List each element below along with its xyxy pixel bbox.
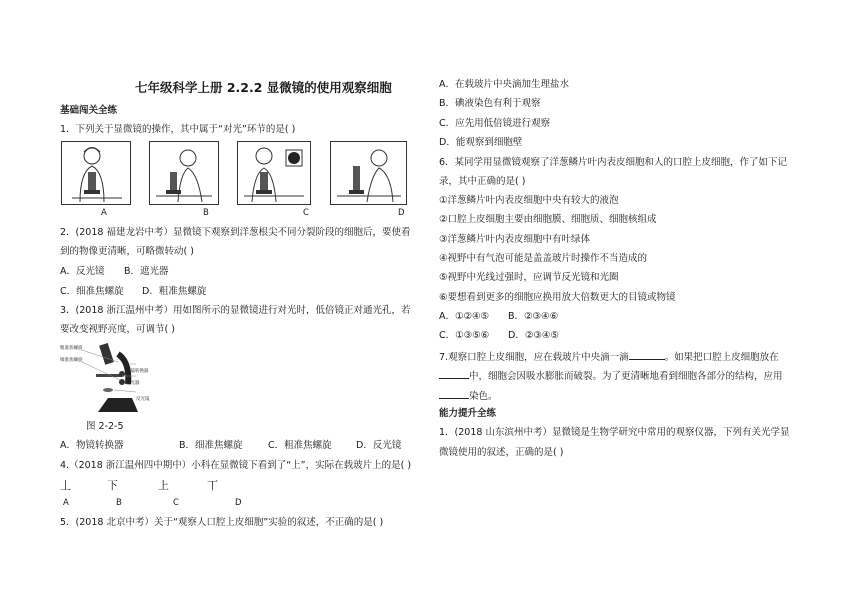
q4-label-d: D <box>235 498 242 508</box>
q2-option-b: B．遮光器 <box>124 266 169 277</box>
q4-label-c: C <box>173 498 179 508</box>
question-7-line3 <box>439 388 498 403</box>
q3-option-b: B．细准焦螺旋 <box>179 440 243 451</box>
q6-item-1: ①洋葱鳞片叶内表皮细胞中央有较大的液泡 <box>439 195 619 206</box>
q6-item-3: ③洋葱鳞片叶内表皮细胞中有叶绿体 <box>439 234 591 245</box>
fig-label-turret: 物镜转换器 <box>126 369 149 374</box>
q6-item-4: ④视野中有气泡可能是盖盖玻片时操作不当造成的 <box>439 253 648 264</box>
question-7-line1 <box>439 349 779 364</box>
question-5: 5．(2018 北京中考）关于“观察人口腔上皮细胞”实验的叙述，不正确的是( ) <box>60 517 384 528</box>
fig-label-mirror: 反光镜 <box>136 397 150 402</box>
question-3-line2: 要改变视野亮度，可调节( ) <box>60 324 175 335</box>
question-4: 4.（2018 浙江温州四中期中）小科在显微镜下看到了“上”，实际在载玻片上的是( ) <box>60 460 412 471</box>
q7-blank-2 <box>439 368 469 379</box>
q7-text-4: 染色。 <box>469 391 498 402</box>
q4-glyph-b: 下 <box>107 479 118 492</box>
fig-label-coarse: 粗准焦螺旋 <box>60 346 83 351</box>
q7-blank-1 <box>629 349 665 360</box>
fig-label-diaphragm: 遮光器 <box>126 381 140 386</box>
q7-text-3: 中，细胞会因吸水膨胀而破裂。为了更清晰地看到细胞各部分的结构，应用 <box>469 371 783 382</box>
q6-item-2: ②口腔上皮细胞主要由细胞膜、细胞质、细胞核组成 <box>439 214 657 225</box>
question-6-line2: 录，其中正确的是( ) <box>439 176 526 187</box>
page-title: 七年级科学上册 2.2.2 显微镜的使用观察细胞 <box>135 80 392 95</box>
figure-c-microscope <box>237 141 311 205</box>
question-8-line1: 1．(2018 山东滨州中考）显微镜是生物学研究中常用的观察仪器，下列有关光学显 <box>439 427 790 438</box>
figure-2-2-5 <box>60 340 160 415</box>
q2-option-c: C．细准焦螺旋 <box>60 286 124 297</box>
q5-option-d: D．能观察到细胞壁 <box>439 137 523 148</box>
figure-label-d: D <box>398 208 405 218</box>
section-advanced: 能力提升全练 <box>439 408 497 419</box>
q7-text-2: 。如果把口腔上皮细胞放在 <box>664 352 779 363</box>
q6-item-6: ⑥要想看到更多的细胞应换用放大倍数更大的目镜或物镜 <box>439 292 676 303</box>
question-7-line2 <box>439 368 783 383</box>
figure-label-a: A <box>101 208 107 218</box>
question-8-line2: 微镜使用的叙述，正确的是( ) <box>439 447 564 458</box>
figure-label-b: B <box>203 208 209 218</box>
q3-option-d: D．反光镜 <box>356 440 402 451</box>
figure-label-c: C <box>303 208 309 218</box>
q6-option-a: A．①②④⑤ <box>439 311 490 322</box>
q6-option-b: B．②③④⑥ <box>508 311 559 322</box>
q3-option-c: C．粗准焦螺旋 <box>268 440 332 451</box>
figure-a-microscope <box>61 141 131 205</box>
q4-label-a: A <box>63 498 69 508</box>
figure-caption: 图 2-2-5 <box>86 421 124 432</box>
question-2-line2: 到的物像更清晰，可略微转动( ) <box>60 246 194 257</box>
figure-d-microscope <box>330 141 407 205</box>
q5-option-c: C．应先用低倍镜进行观察 <box>439 118 551 129</box>
question-2-line1: 2．(2018 福建龙岩中考）显微镜下观察到洋葱根尖不同分裂阶段的细胞后，要使看 <box>60 227 411 238</box>
q5-option-b: B．碘液染色有利于观察 <box>439 98 541 109</box>
q4-glyph-d: 丅 <box>207 479 218 492</box>
q6-item-5: ⑤视野中光线过强时，应调节反光镜和光圈 <box>439 272 619 283</box>
q7-blank-3 <box>439 388 469 399</box>
section-basic: 基础闯关全练 <box>60 105 118 116</box>
q7-text-1: 7.观察口腔上皮细胞，应在载玻片中央滴一滴 <box>439 352 629 363</box>
q6-option-c: C．①③⑤⑥ <box>439 330 490 341</box>
q4-glyph-c: 上 <box>158 479 169 492</box>
question-6-line1: 6．某同学用显微镜观察了洋葱鳞片叶内表皮细胞和人的口腔上皮细胞，作了如下记 <box>439 157 788 168</box>
q5-option-a: A．在载玻片中央滴加生理盐水 <box>439 79 569 90</box>
question-3-line1: 3．(2018 浙江温州中考）用如图所示的显微镜进行对光时，低倍镜正对通光孔，若 <box>60 305 411 316</box>
q2-option-a: A．反光镜 <box>60 266 105 277</box>
question-1: 1．下列关于显微镜的操作，其中属于“对光”环节的是( ) <box>60 124 296 135</box>
fig-label-fine: 细准焦螺旋 <box>60 358 83 363</box>
q4-label-b: B <box>116 498 122 508</box>
q2-option-d: D．粗准焦螺旋 <box>142 286 207 297</box>
q3-option-a: A．物镜转换器 <box>60 440 124 451</box>
q6-option-d: D．②③④⑤ <box>508 330 559 341</box>
figure-b-microscope <box>149 141 219 205</box>
q4-glyph-a: 丄 <box>60 479 71 492</box>
